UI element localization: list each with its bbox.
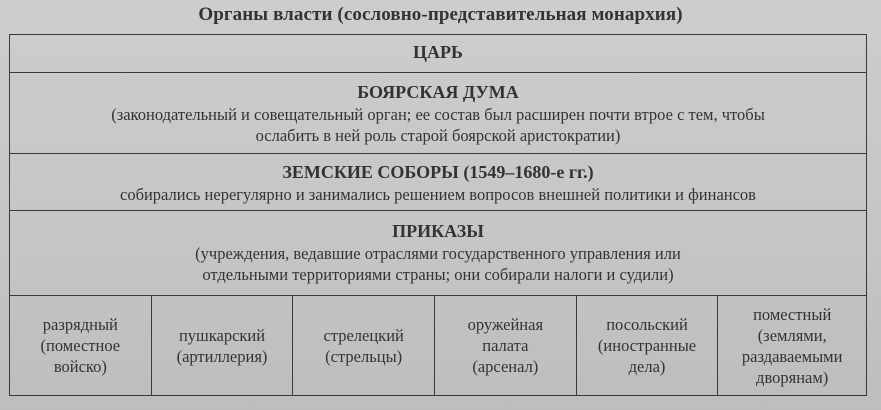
boyar-duma-title: БОЯРСКАЯ ДУМА	[357, 82, 519, 102]
zemsky-sobory-title: ЗЕМСКИЕ СОБОРЫ (1549–1680-е гг.)	[282, 162, 594, 182]
prikazy-block	[10, 211, 866, 296]
boyar-duma-block	[10, 73, 866, 154]
prikaz-razryadny	[10, 296, 152, 395]
prikaz-posolsky-label: посольский (иностранные дела)	[597, 315, 697, 376]
prikaz-pushkarsky-label: пушкарский (артиллерия)	[176, 325, 268, 366]
zemsky-sobory-block	[10, 154, 866, 211]
prikaz-pomestny-label: поместный (землями, раздаваемыми дворянам)	[741, 304, 843, 387]
prikaz-streletsky	[293, 296, 435, 395]
prikaz-pushkarsky	[152, 296, 294, 395]
prikaz-pomestny	[718, 296, 866, 395]
zemsky-sobory-description: собирались нерегулярно и занимались решением вопросов внешней политики и финансов	[120, 185, 756, 204]
prikaz-oruzheynaya-palata	[435, 296, 577, 395]
prikazy-title: ПРИКАЗЫ	[392, 221, 484, 241]
tsar-block	[10, 35, 866, 73]
prikaz-streletsky-label: стрелецкий (стрельцы)	[323, 325, 404, 366]
prikaz-posolsky	[577, 296, 719, 395]
page-title: Органы власти (сословно-представительная монархия)	[198, 4, 683, 25]
prikaz-oruzheynaya-palata-label: оружейная палата (арсенал)	[467, 315, 544, 376]
prikazy-list	[10, 296, 866, 395]
power-scheme	[9, 34, 867, 396]
prikazy-description: (учреждения, ведавшие отраслями государственного управления или отдельными территориями страны; они собирали налоги и судили)	[195, 244, 681, 284]
tsar-title: ЦАРЬ	[413, 42, 463, 62]
boyar-duma-description: (законодательный и совещательный орган; ее состав был расширен почти втрое с тем, чтобы ослабить в ней роль старой боярской аристократии)	[111, 105, 765, 145]
prikaz-razryadny-label: разрядный (поместное войско)	[40, 315, 121, 376]
